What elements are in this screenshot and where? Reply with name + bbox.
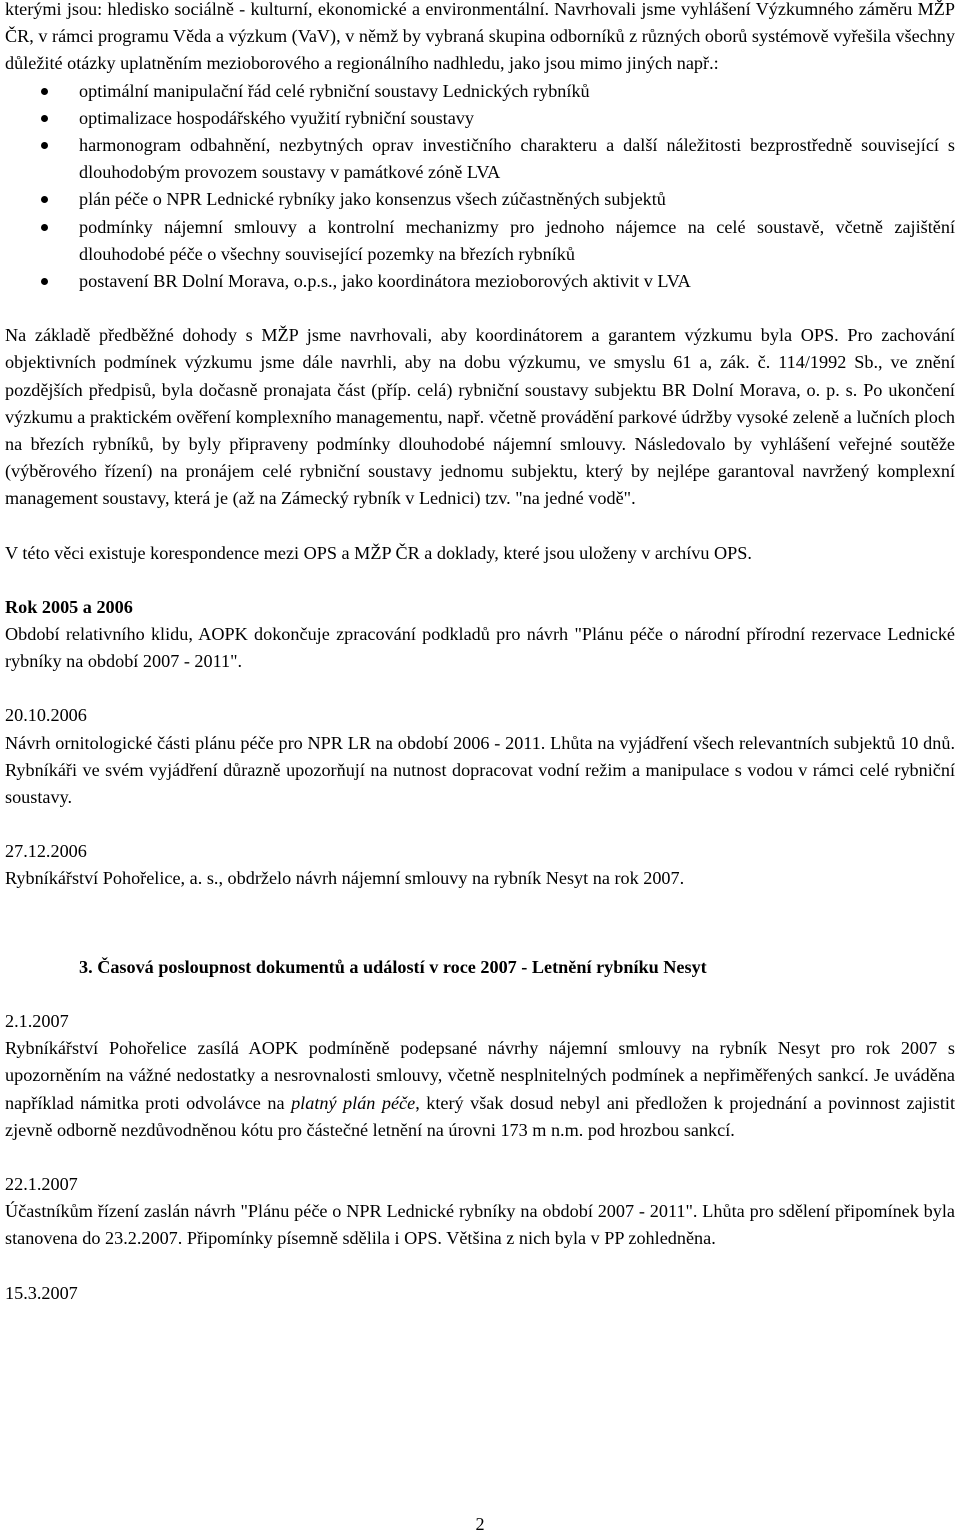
section-title-2005: Rok 2005 a 2006	[5, 596, 133, 617]
entry-text: Návrh ornitologické části plánu péče pro NPR LR na období 2006 - 2011. Lhůta na vyjádření všech relevantních subjektů 10 dnů. Rybníkáři ve svém vyjádření důrazně upozorňují na nutnost dopracovat vodní režim a manipulace s vodou v rámci celé rybniční soustavy.	[5, 732, 955, 808]
entry-date: 22.1.2007	[5, 1173, 78, 1194]
chapter-heading: 3. Časová posloupnost dokumentů a událostí v roce 2007 - Letnění rybníku Nesyt	[79, 956, 707, 977]
intro-paragraph: kterými jsou: hledisko sociálně - kulturní, ekonomické a environmentální. Navrhovali jsme vyhlášení Výzkumného záměru MŽP ČR, v rámci programu Věda a výzkum (VaV), v němž by vybraná skupina odborníků z různých oborů systémově vyřešila všechny důležité otázky uplatněním mezioborového a regionálního nadhledu, jako jsou mimo jiných např.:	[5, 0, 955, 74]
list-item: plán péče o NPR Lednické rybníky jako konsenzus všech zúčastněných subjektů	[5, 186, 955, 213]
list-item: harmonogram odbahnění, nezbytných oprav investičního charakteru a další náležitosti bezprostředně související s dlouhodobým provozem soustavy v památkové zóně LVA	[5, 132, 955, 186]
entry-text-emphasis: platný plán péče	[291, 1092, 416, 1113]
entry-date: 15.3.2007	[5, 1282, 78, 1303]
entry-date: 20.10.2006	[5, 705, 87, 726]
list-item: optimální manipulační řád celé rybniční soustavy Lednických rybníků	[5, 78, 955, 105]
list-item: podmínky nájemní smlouvy a kontrolní mechanizmy pro jednoho nájemce na celé soustavě, včetně zajištění dlouhodobé péče o všechny související pozemky na březích rybníků	[5, 214, 955, 268]
research-goals-list	[5, 78, 955, 296]
document-page	[5, 0, 955, 1307]
list-item: postavení BR Dolní Morava, o.p.s., jako koordinátora mezioborových aktivit v LVA	[5, 268, 955, 295]
entry-text: Účastníkům řízení zaslán návrh "Plánu péče o NPR Lednické rybníky na období 2007 - 2011". Lhůta pro sdělení připomínek byla stanovena do 23.2.2007. Připomínky písemně sdělila i OPS. Většina z nich byla v PP zohledněna.	[5, 1201, 955, 1249]
entry-date: 27.12.2006	[5, 841, 87, 862]
list-item: optimalizace hospodářského využití rybniční soustavy	[5, 105, 955, 132]
correspondence-paragraph: V této věci existuje korespondence mezi OPS a MŽP ČR a doklady, které jsou uloženy v archívu OPS.	[5, 542, 752, 563]
page-number: 2	[475, 1514, 485, 1534]
entry-text: Rybníkářství Pohořelice, a. s., obdrželo návrh nájemní smlouvy na rybník Nesyt na rok 2007.	[5, 868, 685, 889]
entry-date: 2.1.2007	[5, 1010, 69, 1031]
entry-text-part: , který však dosud nebyl ani předložen k projednání a povinnost zajistit zjevně odborně nezdůvodněnou kótu pro částečné letnění na úrovni 173 m n.m. pod hrozbou sankcí.	[5, 1092, 956, 1140]
entry-text	[5, 1035, 955, 1144]
agreement-paragraph: Na základě předběžné dohody s MŽP jsme navrhovali, aby koordinátorem a garantem výzkumu byla OPS. Pro zachování objektivních podmínek výzkumu jsme dále navrhli, aby na dobu výzkumu, ve smyslu 61 a, zák. č. 114/1992 Sb., ve znění pozdějších předpisů, byla dočasně pronajata část (příp. celá) rybniční soustavy subjektu BR Dolní Morava, o. p. s. Po ukončení výzkumu a praktickém ověření komplexního managementu, např. včetně provádění parkové údržby vysoké zeleně a lučních ploch na březích rybníků, by byly připraveny podmínky dlouhodobé nájemní smlouvy. Následovalo by vyhlášení veřejné soutěže (výběrového řízení) na pronájem celé rybniční soustavy jednomu subjektu, který by nejlépe garantoval navržený komplexní management soustavy, která je (až na Zámecký rybník v Lednici) tzv. "na jedné vodě".	[5, 325, 955, 509]
entry-text-part: Rybníkářství Pohořelice zasílá AOPK podmíněně podepsané návrhy nájemní smlouvy na rybník Nesyt pro rok 2007 s upozorněním na vážné nedostatky a nesrovnalosti smlouvy, včetně nesplnitelných podmínek a nepřiměřených sankcí. Je uváděna například námitka proti odvolávce na	[5, 1038, 955, 1113]
section-2005-text: Období relativního klidu, AOPK dokončuje zpracování podkladů pro návrh "Plánu péče o národní přírodní rezervace Lednické rybníky na období 2007 - 2011".	[5, 624, 955, 672]
